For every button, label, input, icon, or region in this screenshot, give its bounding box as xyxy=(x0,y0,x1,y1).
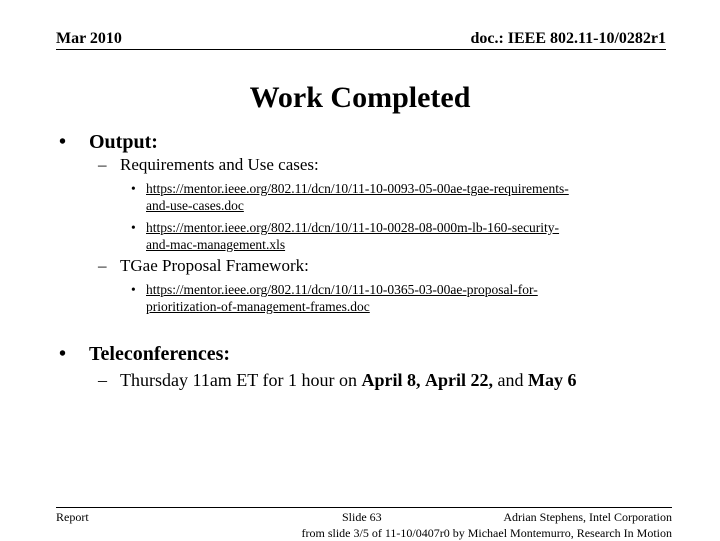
footer-source: from slide 3/5 of 11-10/0407r0 by Michael Montemurro, Research In Motion xyxy=(301,526,672,540)
teleconf-date-3: May 6 xyxy=(527,370,577,390)
header-rule xyxy=(56,49,666,50)
teleconf-dash: – xyxy=(98,370,107,390)
proposal-link-1-line2[interactable]: prioritization-of-management-frames.doc xyxy=(146,299,370,314)
page-title: Work Completed xyxy=(249,81,471,114)
teleconf-date-2: April 22, xyxy=(424,370,493,390)
teleconf-bullet: • xyxy=(59,343,67,365)
teleconf-prefix: Thursday 11am ET for 1 hour on xyxy=(120,370,362,390)
sub-bullet: • xyxy=(131,181,136,196)
footer-slide-number: Slide 63 xyxy=(342,510,382,524)
requirements-link-1-line2[interactable]: and-use-cases.doc xyxy=(146,198,244,213)
header-doc-id: doc.: IEEE 802.11-10/0282r1 xyxy=(470,30,666,47)
header-date: Mar 2010 xyxy=(56,30,122,47)
teleconf-label: Teleconferences: xyxy=(89,343,231,365)
output-label: Output: xyxy=(89,131,158,153)
output-bullet: • xyxy=(59,131,67,153)
teleconf-sep-2: and xyxy=(492,370,528,390)
requirements-link-1[interactable] xyxy=(146,180,686,214)
footer-author: Adrian Stephens, Intel Corporation xyxy=(503,510,672,524)
proposal-label: TGae Proposal Framework: xyxy=(120,256,309,275)
proposal-link-1[interactable] xyxy=(146,281,686,315)
proposal-dash: – xyxy=(98,256,107,275)
requirements-label: Requirements and Use cases: xyxy=(120,155,319,174)
footer-report: Report xyxy=(56,510,89,524)
footer-rule xyxy=(56,507,672,508)
proposal-link-1-line1[interactable]: https://mentor.ieee.org/802.11/dcn/10/11-10-0365-03-00ae-proposal-for- xyxy=(146,282,538,297)
teleconf-schedule xyxy=(120,369,576,391)
requirements-link-2[interactable] xyxy=(146,219,686,253)
teleconf-date-1: April 8, xyxy=(361,370,421,390)
requirements-dash: – xyxy=(98,155,107,174)
sub-bullet: • xyxy=(131,220,136,235)
sub-bullet: • xyxy=(131,282,136,297)
requirements-link-2-line1[interactable]: https://mentor.ieee.org/802.11/dcn/10/11-10-0028-08-000m-lb-160-security- xyxy=(146,220,560,235)
requirements-link-1-line1[interactable]: https://mentor.ieee.org/802.11/dcn/10/11-10-0093-05-00ae-tgae-requirements- xyxy=(146,181,569,196)
requirements-link-2-line2[interactable]: and-mac-management.xls xyxy=(146,237,286,252)
